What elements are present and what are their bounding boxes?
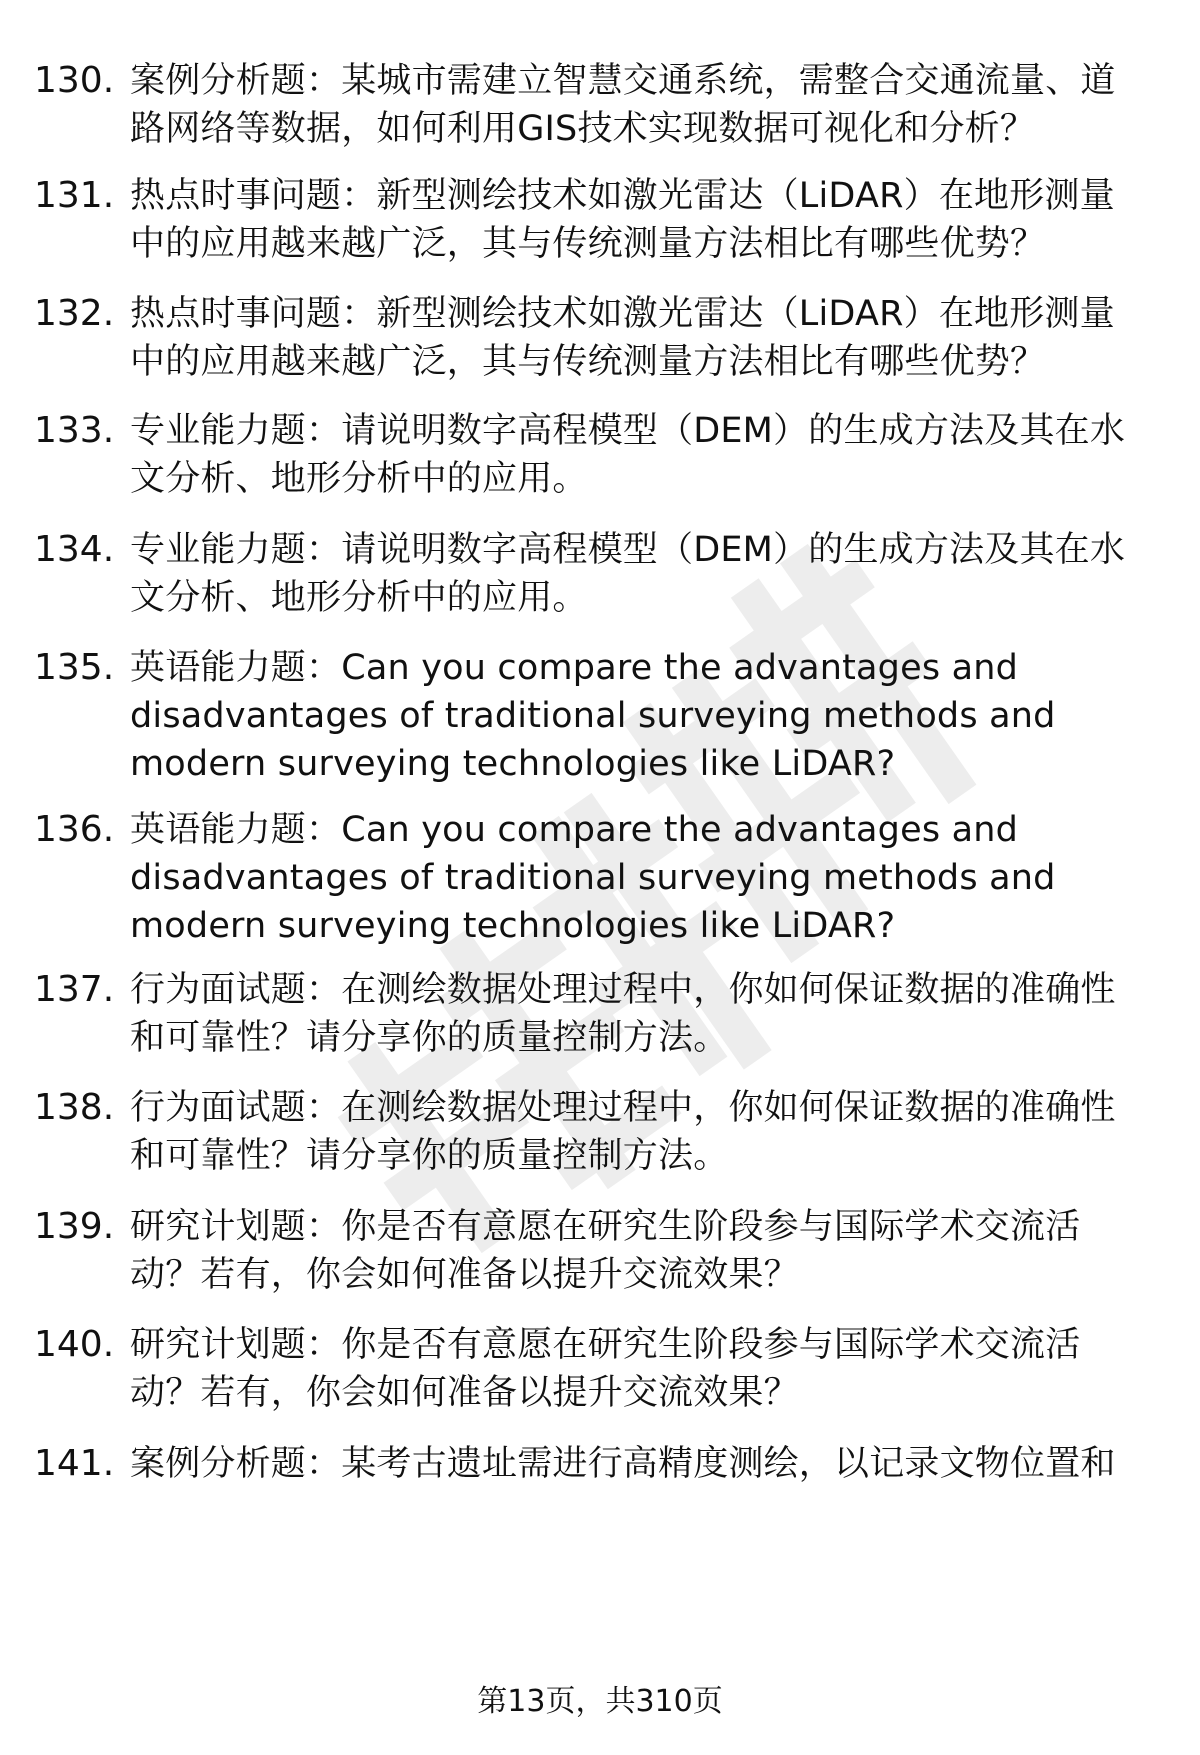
question-line: 研究计划题：你是否有意愿在研究生阶段参与国际学术交流活 [130, 1207, 1081, 1247]
question-line: 路网络等数据，如何利用GIS技术实现数据可视化和分析？ [130, 109, 1036, 149]
question-line: 中的应用越来越广泛，其与传统测量方法相比有哪些优势？ [130, 342, 1046, 382]
question-item-138 [34, 1084, 1174, 1180]
question-item-137 [34, 966, 1174, 1062]
question-item-135 [34, 644, 1174, 788]
question-text [130, 526, 1174, 622]
question-line: 英语能力题：Can you compare the advantages and [130, 648, 1019, 688]
question-line: 动？若有，你会如何准备以提升交流效果？ [130, 1373, 799, 1413]
question-line: 英语能力题：Can you compare the advantages and [130, 810, 1019, 850]
question-text [130, 172, 1174, 268]
question-line: 研究计划题：你是否有意愿在研究生阶段参与国际学术交流活 [130, 1325, 1081, 1365]
question-text [130, 1084, 1174, 1180]
question-line: 和可靠性？请分享你的质量控制方法。 [130, 1136, 729, 1176]
question-number: 134. [34, 529, 115, 570]
question-line: 行为面试题：在测绘数据处理过程中，你如何保证数据的准确性 [130, 1088, 1116, 1128]
question-line: 和可靠性？请分享你的质量控制方法。 [130, 1018, 729, 1058]
question-text [130, 966, 1174, 1062]
question-item-130 [34, 57, 1174, 153]
question-line: 文分析、地形分析中的应用。 [130, 578, 588, 618]
question-number: 133. [34, 410, 115, 451]
question-item-141 [34, 1440, 1174, 1488]
question-item-140 [34, 1321, 1174, 1417]
question-line: 专业能力题：请说明数字高程模型（DEM）的生成方法及其在水 [130, 411, 1126, 451]
question-text [130, 407, 1174, 503]
question-line: 专业能力题：请说明数字高程模型（DEM）的生成方法及其在水 [130, 530, 1126, 570]
question-number: 141. [34, 1443, 115, 1484]
question-item-131 [34, 172, 1174, 268]
question-text [130, 806, 1174, 950]
question-item-132 [34, 290, 1174, 386]
question-number: 136. [34, 809, 115, 850]
question-text [130, 57, 1174, 153]
question-line: 案例分析题：某城市需建立智慧交通系统，需整合交通流量、道 [130, 61, 1116, 101]
question-number: 135. [34, 647, 115, 688]
question-text [130, 644, 1174, 788]
question-line: 文分析、地形分析中的应用。 [130, 459, 588, 499]
question-number: 137. [34, 969, 115, 1010]
question-line: disadvantages of traditional surveying methods and [130, 696, 1056, 736]
question-line: 行为面试题：在测绘数据处理过程中，你如何保证数据的准确性 [130, 970, 1116, 1010]
question-number: 138. [34, 1087, 115, 1128]
question-line: 热点时事问题：新型测绘技术如激光雷达（LiDAR）在地形测量 [130, 176, 1115, 216]
question-item-136 [34, 806, 1174, 950]
page-number-label: 第13页，共310页 [477, 1684, 723, 1719]
question-item-139 [34, 1203, 1174, 1299]
question-number: 131. [34, 175, 115, 216]
question-number: 130. [34, 60, 115, 101]
question-line: 热点时事问题：新型测绘技术如激光雷达（LiDAR）在地形测量 [130, 294, 1115, 334]
question-number: 140. [34, 1324, 115, 1365]
question-line: 案例分析题：某考古遗址需进行高精度测绘，以记录文物位置和 [130, 1444, 1116, 1484]
question-line: 中的应用越来越广泛，其与传统测量方法相比有哪些优势？ [130, 224, 1046, 264]
question-number: 139. [34, 1206, 115, 1247]
question-text [130, 1321, 1174, 1417]
question-text [130, 1440, 1174, 1488]
question-text [130, 290, 1174, 386]
question-number: 132. [34, 293, 115, 334]
question-item-133 [34, 407, 1174, 503]
question-item-134 [34, 526, 1174, 622]
question-text [130, 1203, 1174, 1299]
page-footer [0, 1682, 1200, 1722]
question-line: 动？若有，你会如何准备以提升交流效果？ [130, 1255, 799, 1295]
question-line: disadvantages of traditional surveying methods and [130, 858, 1056, 898]
question-line: modern surveying technologies like LiDAR? [130, 744, 896, 784]
question-line: modern surveying technologies like LiDAR? [130, 906, 896, 946]
